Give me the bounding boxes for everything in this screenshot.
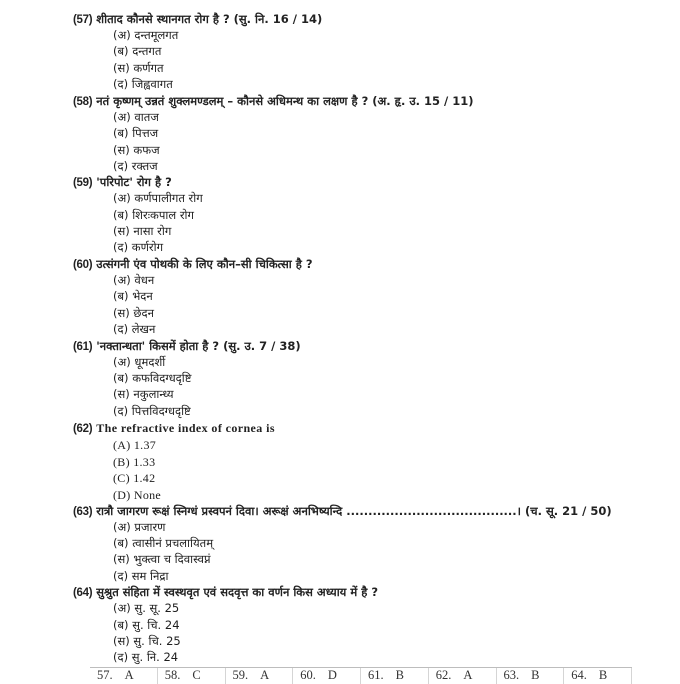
question-number: (58) [73,96,93,108]
option-b: (B) 1.33 [113,455,156,469]
question-64 [73,584,378,601]
answer-cell [225,668,293,684]
answer-value: B [395,668,404,682]
answer-cell [90,668,157,684]
answer-cell [360,668,428,684]
question-57 [73,11,322,28]
option-b: (ब) त्वासीनं प्रचलायितम् [113,536,214,550]
answer-value: B [531,668,540,682]
question-text: रात्रौ जागरण रूक्षं स्निग्धं प्रस्वपनं दिवा। अरूक्षं अनभिष्यन्दि .......................................। (च. सू. 21 / 50) [96,504,612,518]
option-b: (ब) शिरःकपाल रोग [113,208,194,222]
option-a: (अ) सु. सू. 25 [113,601,180,615]
answer-value: A [124,668,134,682]
option-a: (अ) प्रजारण [113,520,166,534]
option-d: (द) कर्णरोग [113,240,164,254]
option-a: (A) 1.37 [113,438,157,452]
question-62 [73,420,275,437]
answer-cell [157,668,225,684]
question-number: (61) [73,341,93,353]
answer-number: 60. [300,668,316,682]
answer-number: 63. [503,668,520,682]
answer-key-table [90,667,632,684]
option-d: (D) None [113,488,162,502]
answer-number: 61. [368,668,384,682]
answer-cell [496,668,564,684]
option-d: (द) जिह्ववागत [113,77,173,91]
question-text: 'परिपोट' रोग है ? [96,175,172,189]
question-number: (60) [73,259,93,271]
option-a: (अ) दन्तमूलगत [113,28,179,42]
question-text: The refractive index of cornea is [96,421,275,435]
question-58 [73,93,474,110]
option-c: (स) कर्णगत [113,61,164,75]
option-b: (ब) भेदन [113,289,153,303]
option-c: (स) कफज [113,143,160,157]
option-a: (अ) वेधन [113,273,155,287]
answer-cell [563,668,632,684]
option-d: (द) सु. नि. 24 [113,650,179,664]
answer-cell [292,668,360,684]
option-d: (द) लेखन [113,322,156,336]
option-c: (स) भुक्त्वा च दिवास्वप्नं [113,552,211,566]
answer-number: 57. [97,668,113,682]
question-number: (63) [73,506,93,518]
option-a: (अ) वातज [113,110,159,124]
answer-number: 62. [435,668,452,682]
option-d: (द) सम निद्रा [113,569,169,583]
question-text: शीताद कौनसे स्थानगत रोग है ? (सु. नि. 16 / 14) [96,12,323,26]
option-a: (अ) धूमदर्शी [113,355,166,369]
option-a: (अ) कर्णपालीगत रोग [113,191,203,205]
question-60 [73,256,313,273]
option-c: (स) नासा रोग [113,224,172,238]
answer-value: B [598,668,608,682]
option-c: (स) छेदन [113,306,154,320]
answer-value: A [463,668,473,682]
option-c: (स) नकुलान्ध्य [113,387,174,401]
option-c: (C) 1.42 [113,471,156,485]
question-number: (64) [73,587,93,599]
question-number: (59) [73,177,93,189]
question-text: सुश्रुत संहिता में स्वस्थवृत एवं सदवृत्त का वर्णन किस अध्याय में है ? [96,585,379,599]
question-61 [73,338,301,355]
option-b: (ब) दन्तगत [113,44,162,58]
question-text: 'नक्तान्धता' किसमें होता है ? (सु. उ. 7 / 38) [96,339,301,353]
answer-number: 59. [232,668,249,682]
question-number: (57) [73,14,93,26]
option-c: (स) सु. चि. 25 [113,634,181,648]
question-text: उत्संगनी एंव पोथकी के लिए कौन–सी चिकित्सा है ? [96,257,313,271]
question-number: (62) [73,423,93,435]
option-d: (द) रक्तज [113,159,158,173]
question-63 [73,503,612,520]
answer-number: 58. [164,668,181,682]
question-59 [73,174,172,191]
answer-cell [428,668,496,684]
option-b: (ब) कफविदग्धदृष्टि [113,371,192,385]
answer-value: A [260,668,270,682]
answer-number: 64. [571,668,587,682]
answer-value: D [327,668,337,682]
option-d: (द) पित्तविदग्धदृष्टि [113,404,191,418]
answer-value: C [192,668,201,682]
option-b: (ब) सु. चि. 24 [113,618,180,632]
option-b: (ब) पित्तज [113,126,159,140]
question-text: नतं कृष्णम् उन्नतं शुक्लमण्डलम् – कौनसे अधिमन्थ का लक्षण है ? (अ. हृ. उ. 15 / 11) [96,94,474,108]
